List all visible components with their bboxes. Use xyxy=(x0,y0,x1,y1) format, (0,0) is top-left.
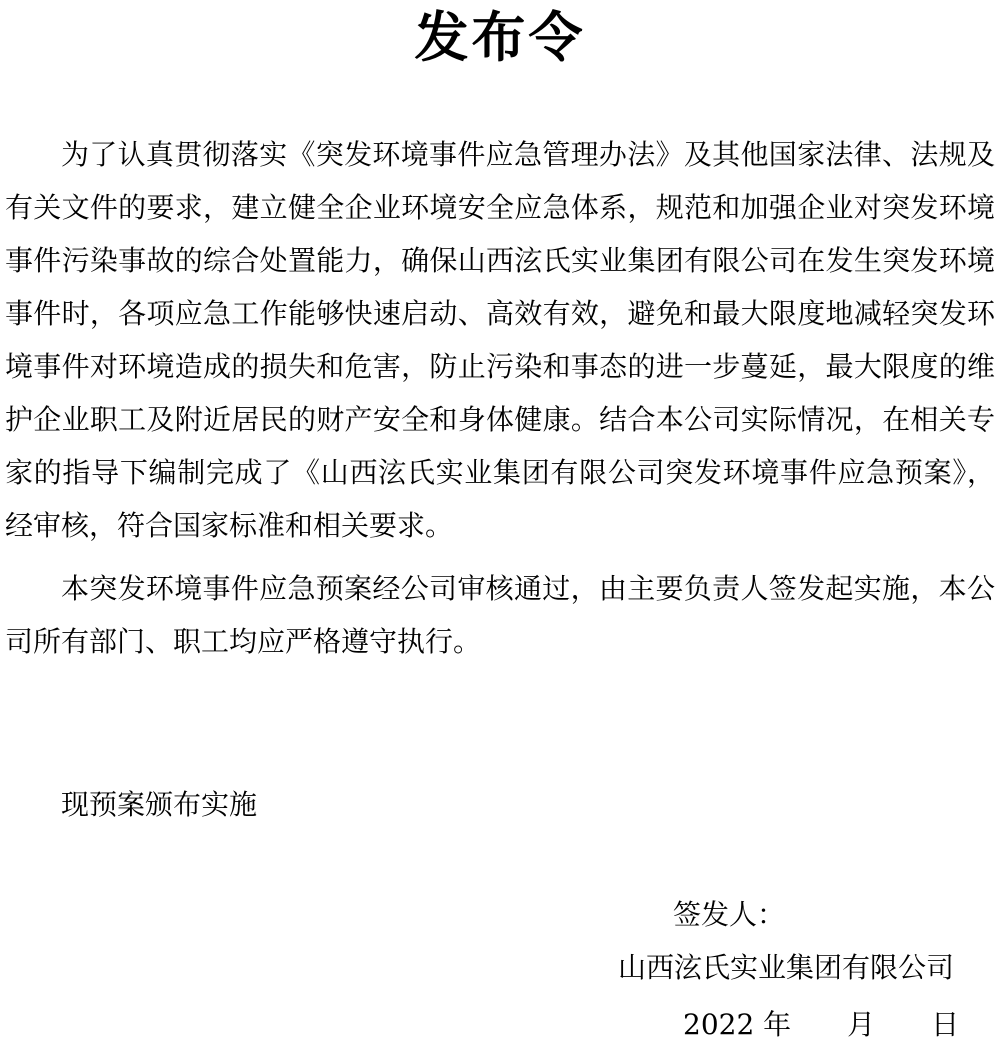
body-paragraph-1: 为了认真贯彻落实《突发环境事件应急管理办法》及其他国家法律、法规及有关文件的要求，建立健全企业环境安全应急体系，规范和加强企业对突发环境事件污染事故的综合处置能力，确保山西泫氏实业集团有限公司在发生突发环境事件时，各项应急工作能够快速启动、高效有效，避免和最大限度地减轻突发环境事件对环境造成的损失和危害，防止污染和事态的进一步蔓延，最大限度的维护企业职工及附近居民的财产安全和身体健康。结合本公司实际情况，在相关专家的指导下编制完成了《山西泫氏实业集团有限公司突发环境事件应急预案》，经审核，符合国家标准和相关要求。 xyxy=(5,138,995,543)
signer-label: 签发人： xyxy=(673,898,786,931)
issue-date: 2022 年 月 日 xyxy=(683,1008,960,1041)
company-name: 山西泫氏实业集团有限公司 xyxy=(618,951,955,984)
announce-line: 现预案颁布实施 xyxy=(61,788,258,822)
body-paragraph-2: 本突发环境事件应急预案经公司审核通过，由主要负责人签发起实施，本公司所有部门、职工均应严格遵守执行。 xyxy=(5,572,995,659)
document-title: 发布令 xyxy=(414,5,586,69)
